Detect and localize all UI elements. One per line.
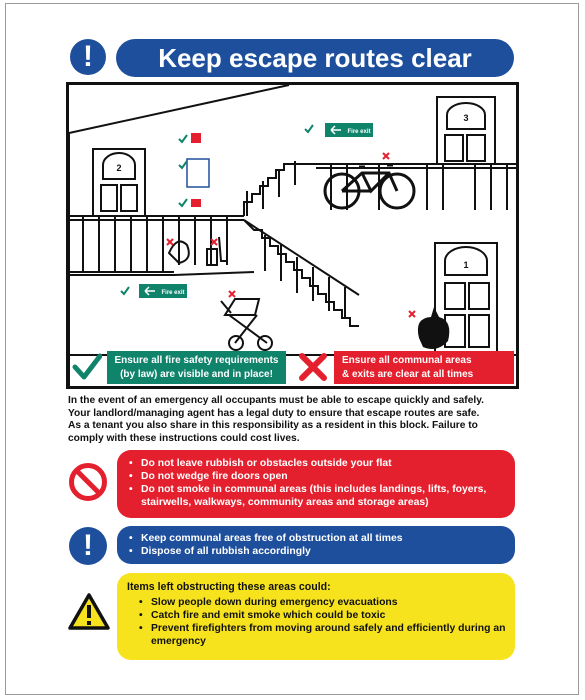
warning-heading: Items left obstructing these areas could:	[127, 581, 331, 593]
door-number-1: 1	[463, 260, 469, 270]
bicycle-icon	[325, 165, 414, 208]
communal-areas-banner	[334, 351, 514, 384]
green-tick-icon	[72, 352, 102, 382]
intro-line: As a tenant you also share in this responsibility as a resident in this block. Failure to	[68, 420, 478, 432]
small-tick-icon	[121, 125, 313, 294]
obstacles-icon	[169, 237, 227, 265]
list-item: • Do not wedge fire doors open	[127, 470, 507, 483]
communal-areas-banner-line2: & exits are clear at all times	[342, 369, 474, 380]
communal-areas-banner-line1: Ensure all communal areas	[342, 355, 472, 366]
list-item: • Do not leave rubbish or obstacles outside your flat	[127, 457, 507, 470]
list-item: • Catch fire and emit smoke which could be toxic	[137, 609, 507, 622]
fire-safety-banner-line1: Ensure all fire safety requirements	[114, 355, 279, 366]
list-item: • Prevent firefighters from moving around safely and efficiently during an emergency	[137, 622, 507, 648]
fire-safety-equipment-icon	[187, 133, 209, 207]
pram-icon	[221, 299, 272, 350]
fire-exit-sign-icon	[139, 123, 373, 298]
mandatory-exclamation-icon: !	[69, 527, 107, 565]
exit-sign-label: Fire exit	[161, 290, 185, 296]
stairwell-drawing	[69, 85, 516, 386]
sign-title: Keep escape routes clear	[116, 39, 514, 77]
prohibition-icon	[68, 462, 108, 502]
mandatory-exclamation-icon: !	[70, 39, 106, 75]
intro-line: comply with these instructions could cost lives.	[68, 432, 300, 444]
stairwell-illustration	[66, 82, 519, 389]
intro-text	[68, 395, 520, 445]
intro-line: In the event of an emergency all occupants must be able to escape quickly and safely.	[68, 395, 484, 406]
list-item: • Slow people down during emergency evacuations	[137, 596, 507, 609]
red-cross-icon	[298, 352, 328, 382]
exit-sign-label: Fire exit	[347, 129, 371, 135]
fire-safety-banner-line2: (by law) are visible and in place!	[120, 369, 273, 380]
door-number-3: 3	[463, 113, 469, 123]
warning-triangle-icon	[67, 592, 111, 632]
fire-safety-banner	[107, 351, 286, 384]
list-item: • Do not smoke in communal areas (this includes landings, lifts, foyers, stairwells, walkways, community areas and storage areas)	[127, 483, 507, 509]
list-item: • Dispose of all rubbish accordingly	[127, 545, 507, 558]
mandatory-panel	[117, 526, 515, 564]
intro-line: Your landlord/managing agent has a legal duty to ensure that escape routes are safe.	[68, 407, 480, 419]
warning-panel	[117, 573, 515, 660]
prohibitions-panel	[117, 450, 515, 518]
list-item: • Keep communal areas free of obstruction at all times	[127, 532, 507, 545]
door-number-2: 2	[116, 163, 122, 173]
